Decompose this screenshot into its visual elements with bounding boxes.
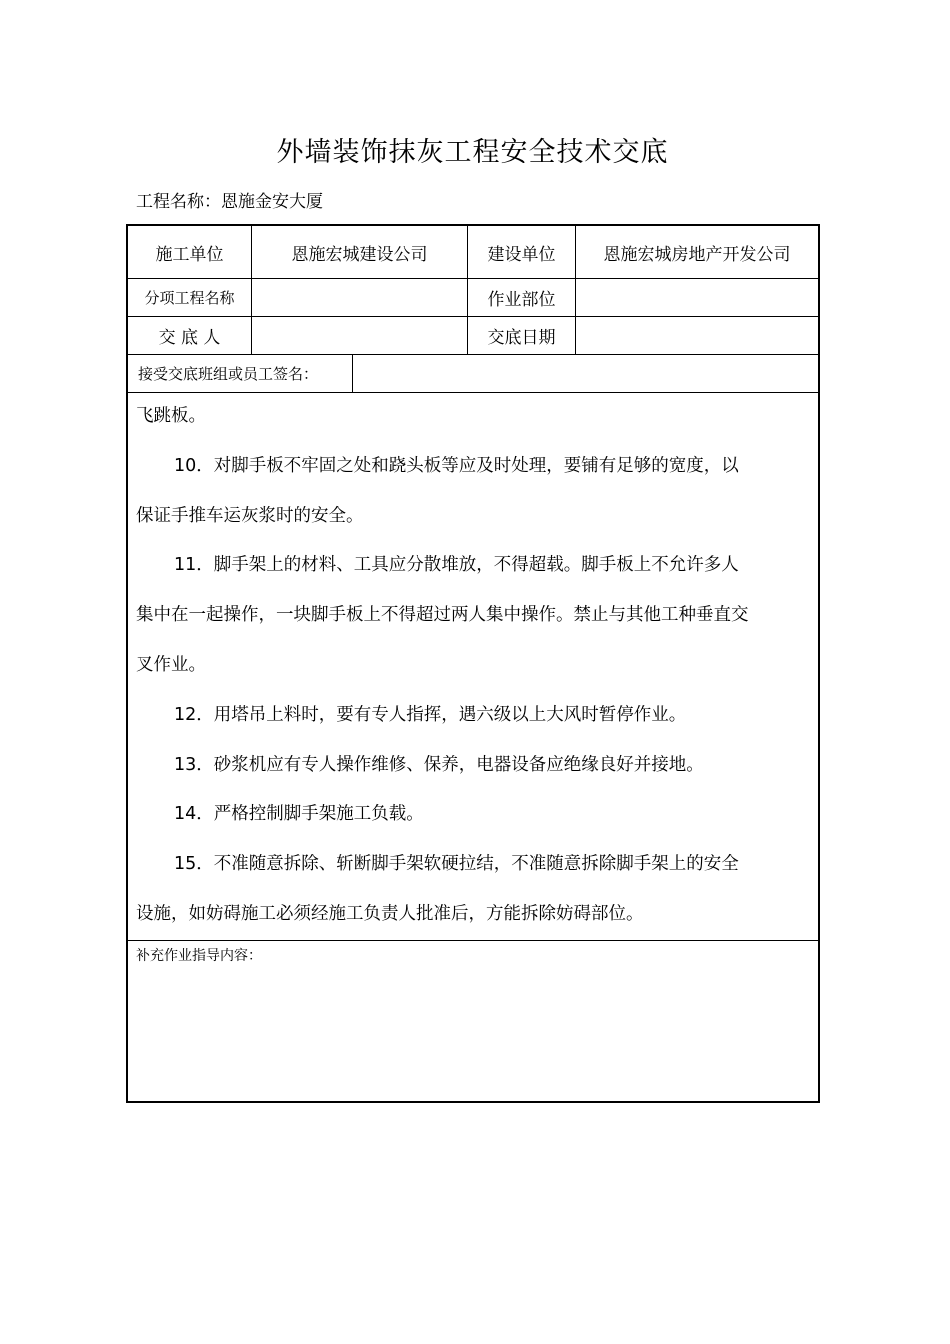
body-line: 14．严格控制脚手架施工负载。 — [174, 804, 424, 825]
supplement-section[interactable] — [128, 940, 818, 1101]
discloser-field[interactable] — [252, 317, 468, 354]
body-line: 11．脚手架上的材料、工具应分散堆放，不得超载。脚手板上不允许多人 — [174, 555, 739, 576]
row-discloser — [128, 317, 818, 355]
body-line: 飞跳板。 — [136, 406, 206, 426]
body-line: 12．用塔吊上料时，要有专人指挥，遇六级以上大风时暂停作业。 — [174, 704, 687, 725]
signature-field[interactable] — [353, 355, 818, 392]
body-line: 集中在一起操作，一块脚手板上不得超过两人集中操作。禁止与其他工种垂直交 — [136, 605, 749, 626]
construction-unit-label: 施工单位 — [128, 226, 252, 278]
construction-unit-value[interactable]: 恩施宏城建设公司 — [252, 226, 468, 278]
body-line: 保证手推车运灰浆时的安全。 — [136, 505, 364, 526]
body-line: 叉作业。 — [136, 654, 206, 675]
row-signature — [128, 355, 818, 393]
disclosure-body — [136, 392, 812, 940]
body-line: 13．砂浆机应有专人操作维修、保养，电器设备应绝缘良好并接地。 — [174, 754, 704, 775]
work-location-label: 作业部位 — [468, 279, 576, 316]
disclosure-form — [126, 224, 820, 1103]
owner-unit-label: 建设单位 — [468, 226, 576, 278]
discloser-label: 交 底 人 — [128, 317, 252, 354]
work-location-field[interactable] — [576, 279, 818, 316]
disclosure-date-field[interactable] — [576, 317, 818, 354]
project-name: 工程名称：恩施金安大厦 — [136, 192, 323, 212]
sub-project-label: 分项工程名称 — [128, 279, 252, 316]
body-line: 设施，如妨碍施工必须经施工负责人批准后，方能拆除妨碍部位。 — [136, 903, 644, 924]
supplement-label: 补充作业指导内容： — [136, 948, 262, 964]
owner-unit-value[interactable]: 恩施宏城房地产开发公司 — [603, 244, 791, 265]
disclosure-date-label: 交底日期 — [468, 317, 576, 354]
document-title: 外墙装饰抹灰工程安全技术交底 — [276, 137, 669, 168]
row-units — [128, 226, 818, 279]
body-line: 15．不准随意拆除、斩断脚手架软硬拉结，不准随意拆除脚手架上的安全 — [174, 854, 739, 875]
signature-label: 接受交底班组或员工签名： — [128, 355, 353, 392]
sub-project-field[interactable] — [252, 279, 468, 316]
body-line: 10．对脚手板不牢固之处和跷头板等应及时处理，要铺有足够的宽度，以 — [174, 455, 739, 476]
row-subproject — [128, 279, 818, 317]
